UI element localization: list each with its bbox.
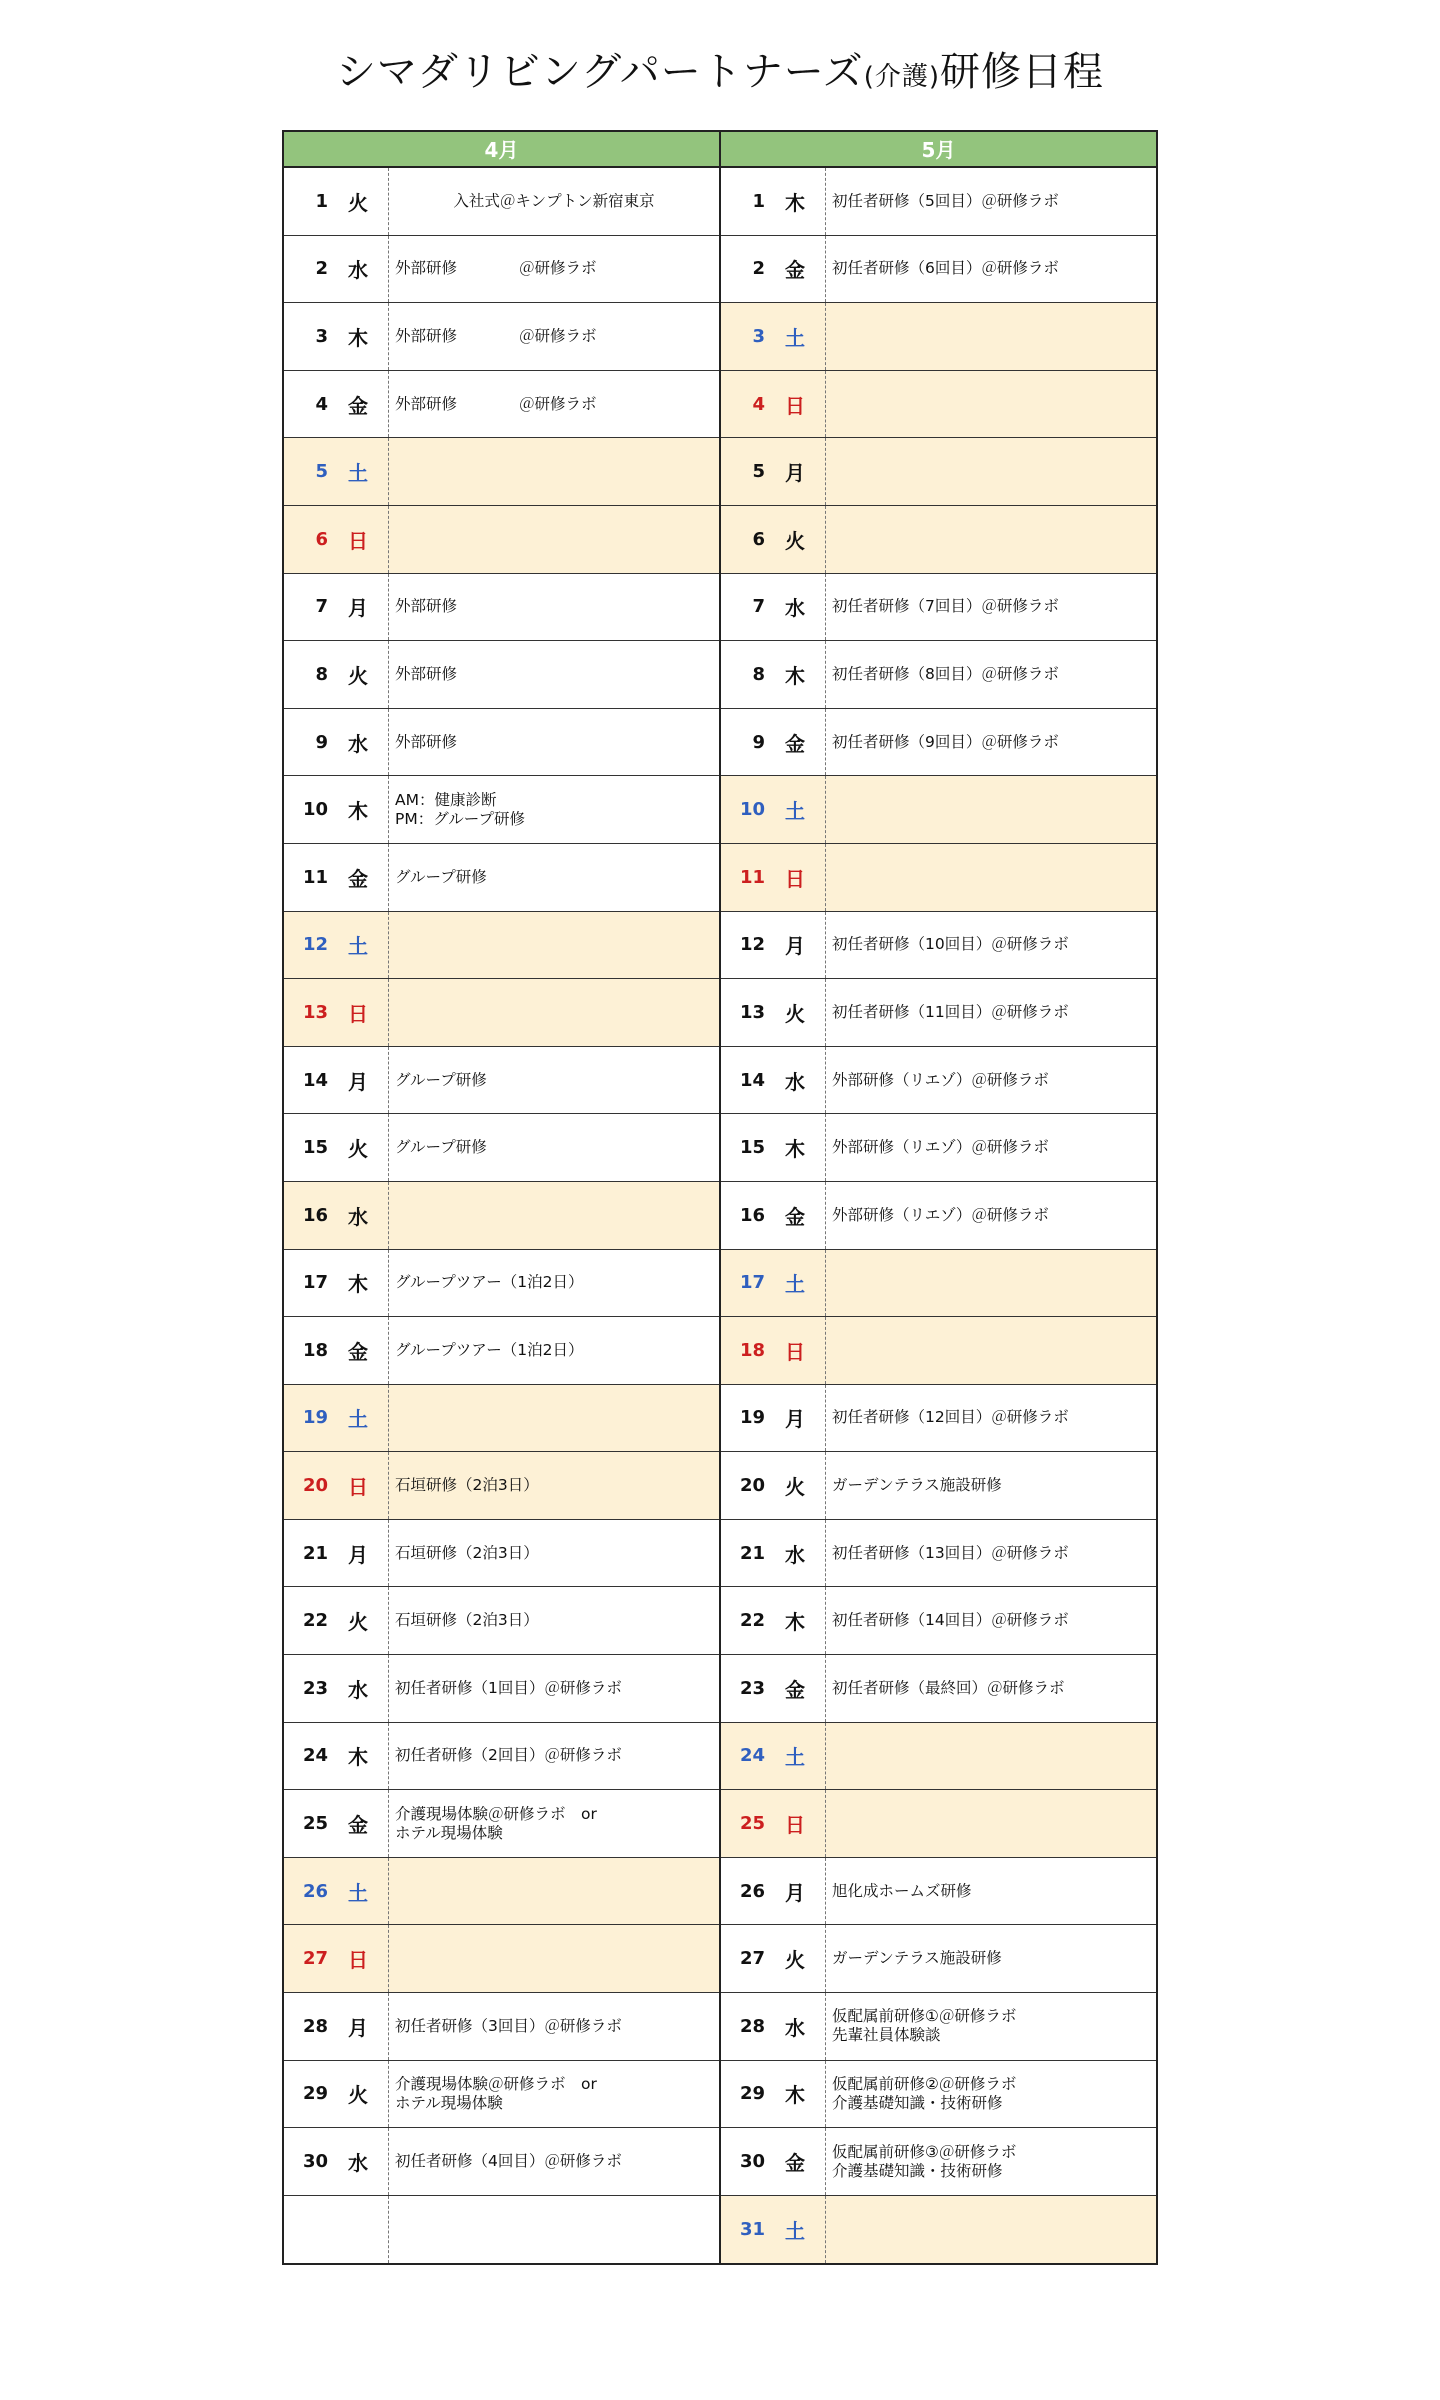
weekday: 日 <box>785 1813 805 1838</box>
schedule-row <box>721 438 1156 506</box>
weekday: 日 <box>785 393 805 418</box>
event-text <box>825 303 1156 370</box>
day-number: 14 <box>302 1069 328 1091</box>
schedule-row <box>721 912 1156 980</box>
april-rows <box>284 168 719 2263</box>
day-number: 24 <box>302 1745 328 1767</box>
schedule-row <box>721 641 1156 709</box>
schedule-row <box>284 438 719 506</box>
day-number: 19 <box>302 1407 328 1429</box>
day-number: 14 <box>739 1069 765 1091</box>
weekday: 木 <box>348 1745 368 1770</box>
weekday: 木 <box>785 1610 805 1635</box>
day-number: 29 <box>739 2083 765 2105</box>
weekday: 月 <box>348 2015 368 2040</box>
event-text: グループ研修 <box>388 1114 719 1181</box>
schedule-row <box>284 506 719 574</box>
schedule-row <box>721 371 1156 439</box>
event-text <box>388 2196 719 2264</box>
event-text: 石垣研修（2泊3日） <box>388 1520 719 1587</box>
weekday: 木 <box>348 325 368 350</box>
day-number: 2 <box>752 258 765 280</box>
day-number: 6 <box>315 528 328 550</box>
schedule-row <box>284 168 719 236</box>
schedule-row <box>721 1790 1156 1858</box>
event-text <box>825 1250 1156 1317</box>
event-text: 外部研修 ＠研修ラボ <box>388 236 719 303</box>
day-number: 16 <box>739 1204 765 1226</box>
event-text: 外部研修 ＠研修ラボ <box>388 303 719 370</box>
schedule-row <box>721 1317 1156 1385</box>
event-text: 石垣研修（2泊3日） <box>388 1452 719 1519</box>
weekday: 土 <box>785 1272 805 1297</box>
weekday: 土 <box>785 2219 805 2244</box>
event-text <box>388 1385 719 1452</box>
event-text: 外部研修（リエゾ）＠研修ラボ <box>825 1114 1156 1181</box>
event-text <box>388 1925 719 1992</box>
day-number: 7 <box>752 596 765 618</box>
weekday: 金 <box>785 2151 805 2176</box>
day-number: 28 <box>739 2015 765 2037</box>
schedule-row <box>284 1452 719 1520</box>
schedule-row <box>721 1182 1156 1250</box>
weekday: 日 <box>348 1001 368 1026</box>
weekday: 土 <box>785 1745 805 1770</box>
weekday: 金 <box>348 393 368 418</box>
schedule-row <box>284 2128 719 2196</box>
schedule-row <box>284 2196 719 2264</box>
weekday: 月 <box>785 934 805 959</box>
day-number: 30 <box>739 2151 765 2173</box>
day-number: 31 <box>739 2219 765 2241</box>
weekday: 水 <box>785 596 805 621</box>
day-number: 16 <box>302 1204 328 1226</box>
event-text <box>825 438 1156 505</box>
event-text: 介護現場体験＠研修ラボ or ホテル現場体験 <box>388 1790 719 1857</box>
schedule-row <box>284 844 719 912</box>
schedule-row <box>721 844 1156 912</box>
day-number: 10 <box>302 799 328 821</box>
day-number: 3 <box>752 325 765 347</box>
weekday: 火 <box>348 1610 368 1635</box>
schedule-row <box>721 2128 1156 2196</box>
event-text: グループツアー（1泊2日） <box>388 1250 719 1317</box>
weekday: 日 <box>785 866 805 891</box>
event-text: 仮配属前研修①＠研修ラボ 先輩社員体験談 <box>825 1993 1156 2060</box>
event-text: 入社式＠キンプトン新宿東京 <box>388 168 719 235</box>
page-title <box>0 40 1440 97</box>
weekday: 水 <box>348 731 368 756</box>
event-text: 初任者研修（4回目）＠研修ラボ <box>388 2128 719 2195</box>
weekday: 金 <box>785 258 805 283</box>
weekday: 火 <box>348 190 368 215</box>
event-text: 仮配属前研修②＠研修ラボ 介護基礎知識・技術研修 <box>825 2061 1156 2128</box>
schedule-row <box>721 236 1156 304</box>
day-number: 22 <box>739 1610 765 1632</box>
event-text: 介護現場体験＠研修ラボ or ホテル現場体験 <box>388 2061 719 2128</box>
event-text <box>825 844 1156 911</box>
may-column <box>719 132 1156 2263</box>
april-header: 4月 <box>284 132 719 168</box>
day-number: 18 <box>302 1339 328 1361</box>
schedule-row <box>284 1250 719 1318</box>
event-text: 仮配属前研修③＠研修ラボ 介護基礎知識・技術研修 <box>825 2128 1156 2195</box>
schedule-row <box>284 1182 719 1250</box>
weekday: 月 <box>348 596 368 621</box>
event-text <box>388 506 719 573</box>
event-text <box>388 1858 719 1925</box>
day-number: 1 <box>315 190 328 212</box>
event-text: 初任者研修（6回目）＠研修ラボ <box>825 236 1156 303</box>
schedule-row <box>721 1993 1156 2061</box>
weekday: 金 <box>785 731 805 756</box>
may-header: 5月 <box>721 132 1156 168</box>
schedule-row <box>721 2061 1156 2129</box>
weekday: 金 <box>785 1677 805 1702</box>
day-number: 6 <box>752 528 765 550</box>
schedule-row <box>721 1047 1156 1115</box>
schedule-row <box>721 1114 1156 1182</box>
event-text <box>825 1790 1156 1857</box>
schedule-row <box>721 1452 1156 1520</box>
day-number: 1 <box>752 190 765 212</box>
weekday: 日 <box>348 528 368 553</box>
weekday: 金 <box>348 866 368 891</box>
schedule-row <box>721 1587 1156 1655</box>
schedule-row <box>284 574 719 642</box>
weekday: 木 <box>785 1137 805 1162</box>
day-number: 11 <box>739 866 765 888</box>
day-number: 2 <box>315 258 328 280</box>
day-number: 12 <box>302 934 328 956</box>
event-text <box>388 912 719 979</box>
day-number: 4 <box>315 393 328 415</box>
schedule-row <box>721 1385 1156 1453</box>
schedule-row <box>284 776 719 844</box>
event-text: 初任者研修（2回目）＠研修ラボ <box>388 1723 719 1790</box>
event-text: 初任者研修（9回目）＠研修ラボ <box>825 709 1156 776</box>
day-number: 9 <box>752 731 765 753</box>
day-number: 26 <box>739 1880 765 1902</box>
weekday: 水 <box>348 1677 368 1702</box>
schedule-row <box>284 1317 719 1385</box>
day-number: 5 <box>752 461 765 483</box>
day-number: 15 <box>739 1137 765 1159</box>
event-text <box>825 506 1156 573</box>
day-number: 13 <box>302 1001 328 1023</box>
event-text: AM：健康診断 PM：グループ研修 <box>388 776 719 843</box>
weekday: 日 <box>348 1475 368 1500</box>
schedule-row <box>284 1587 719 1655</box>
weekday: 木 <box>785 663 805 688</box>
title-sub: (介護) <box>863 62 941 92</box>
event-text <box>825 776 1156 843</box>
day-number: 9 <box>315 731 328 753</box>
schedule-row <box>721 1925 1156 1993</box>
weekday: 月 <box>348 1069 368 1094</box>
day-number: 18 <box>739 1339 765 1361</box>
event-text <box>388 979 719 1046</box>
weekday: 土 <box>348 1407 368 1432</box>
event-text: 外部研修 <box>388 709 719 776</box>
weekday: 水 <box>785 1069 805 1094</box>
event-text <box>388 1182 719 1249</box>
day-number: 20 <box>739 1475 765 1497</box>
schedule-row <box>721 2196 1156 2264</box>
day-number: 13 <box>739 1001 765 1023</box>
schedule-row <box>721 979 1156 1047</box>
title-suffix: 研修日程 <box>940 49 1105 95</box>
day-number: 26 <box>302 1880 328 1902</box>
schedule-row <box>284 1858 719 1926</box>
schedule-row <box>721 1858 1156 1926</box>
schedule-row <box>284 1385 719 1453</box>
weekday: 木 <box>348 1272 368 1297</box>
weekday: 金 <box>348 1339 368 1364</box>
schedule-row <box>284 1790 719 1858</box>
schedule-row <box>721 303 1156 371</box>
title-main: シマダリビングパートナーズ <box>335 49 864 95</box>
event-text: 外部研修 ＠研修ラボ <box>388 371 719 438</box>
event-text: 初任者研修（13回目）＠研修ラボ <box>825 1520 1156 1587</box>
schedule-row <box>721 1723 1156 1791</box>
schedule-row <box>284 912 719 980</box>
weekday: 土 <box>348 1880 368 1905</box>
weekday: 水 <box>785 2015 805 2040</box>
day-number: 4 <box>752 393 765 415</box>
weekday: 土 <box>348 461 368 486</box>
schedule-row <box>284 236 719 304</box>
event-text: 初任者研修（5回目）＠研修ラボ <box>825 168 1156 235</box>
schedule-row <box>284 1114 719 1182</box>
day-number: 24 <box>739 1745 765 1767</box>
day-number: 15 <box>302 1137 328 1159</box>
may-rows <box>721 168 1156 2263</box>
event-text: 初任者研修（最終回）＠研修ラボ <box>825 1655 1156 1722</box>
schedule-row <box>721 709 1156 777</box>
weekday: 木 <box>348 799 368 824</box>
event-text <box>825 1317 1156 1384</box>
day-number: 27 <box>302 1948 328 1970</box>
event-text: 初任者研修（11回目）＠研修ラボ <box>825 979 1156 1046</box>
schedule-row <box>721 776 1156 844</box>
day-number: 25 <box>739 1813 765 1835</box>
schedule-row <box>721 168 1156 236</box>
schedule-row <box>284 371 719 439</box>
event-text: 外部研修 <box>388 641 719 708</box>
schedule-row <box>721 1250 1156 1318</box>
schedule-row <box>284 979 719 1047</box>
schedule-row <box>721 574 1156 642</box>
day-number: 25 <box>302 1813 328 1835</box>
schedule-row <box>284 709 719 777</box>
event-text: 初任者研修（8回目）＠研修ラボ <box>825 641 1156 708</box>
april-column <box>284 132 719 2263</box>
event-text <box>825 2196 1156 2264</box>
event-text: 初任者研修（10回目）＠研修ラボ <box>825 912 1156 979</box>
schedule-row <box>721 506 1156 574</box>
weekday: 月 <box>785 1407 805 1432</box>
day-number: 12 <box>739 934 765 956</box>
event-text: 初任者研修（3回目）＠研修ラボ <box>388 1993 719 2060</box>
event-text: ガーデンテラス施設研修 <box>825 1452 1156 1519</box>
day-number: 8 <box>752 663 765 685</box>
weekday: 月 <box>348 1542 368 1567</box>
day-number: 21 <box>302 1542 328 1564</box>
day-number: 30 <box>302 2151 328 2173</box>
day-number: 11 <box>302 866 328 888</box>
schedule-table <box>282 130 1158 2265</box>
day-number: 17 <box>302 1272 328 1294</box>
event-text: 外部研修（リエゾ）＠研修ラボ <box>825 1182 1156 1249</box>
day-number: 8 <box>315 663 328 685</box>
day-number: 23 <box>302 1677 328 1699</box>
day-number: 5 <box>315 461 328 483</box>
event-text: 初任者研修（1回目）＠研修ラボ <box>388 1655 719 1722</box>
schedule-row <box>284 1655 719 1723</box>
schedule-row <box>284 1047 719 1115</box>
weekday: 木 <box>785 2083 805 2108</box>
weekday: 水 <box>348 258 368 283</box>
weekday: 月 <box>785 461 805 486</box>
weekday: 金 <box>785 1204 805 1229</box>
weekday: 土 <box>785 325 805 350</box>
weekday: 日 <box>348 1948 368 1973</box>
schedule-row <box>721 1655 1156 1723</box>
event-text: 外部研修 <box>388 574 719 641</box>
event-text: グループツアー（1泊2日） <box>388 1317 719 1384</box>
day-number: 27 <box>739 1948 765 1970</box>
weekday: 火 <box>348 1137 368 1162</box>
weekday: 月 <box>785 1880 805 1905</box>
weekday: 日 <box>785 1339 805 1364</box>
schedule-row <box>284 2061 719 2129</box>
schedule-row <box>284 1723 719 1791</box>
event-text: グループ研修 <box>388 1047 719 1114</box>
weekday: 土 <box>348 934 368 959</box>
weekday: 水 <box>348 2151 368 2176</box>
event-text: 初任者研修（12回目）＠研修ラボ <box>825 1385 1156 1452</box>
weekday: 火 <box>785 1001 805 1026</box>
event-text: 初任者研修（7回目）＠研修ラボ <box>825 574 1156 641</box>
schedule-row <box>284 1520 719 1588</box>
event-text: 旭化成ホームズ研修 <box>825 1858 1156 1925</box>
day-number: 28 <box>302 2015 328 2037</box>
weekday: 火 <box>785 1948 805 1973</box>
day-number: 3 <box>315 325 328 347</box>
weekday: 土 <box>785 799 805 824</box>
event-text: 初任者研修（14回目）＠研修ラボ <box>825 1587 1156 1654</box>
event-text: 石垣研修（2泊3日） <box>388 1587 719 1654</box>
day-number: 22 <box>302 1610 328 1632</box>
schedule-row <box>284 1925 719 1993</box>
day-number: 21 <box>739 1542 765 1564</box>
day-number: 17 <box>739 1272 765 1294</box>
weekday: 火 <box>348 2083 368 2108</box>
day-number: 19 <box>739 1407 765 1429</box>
weekday: 水 <box>785 1542 805 1567</box>
weekday: 水 <box>348 1204 368 1229</box>
schedule-row <box>284 303 719 371</box>
event-text <box>388 438 719 505</box>
schedule-row <box>721 1520 1156 1588</box>
event-text <box>825 1723 1156 1790</box>
schedule-row <box>284 1993 719 2061</box>
event-text: 外部研修（リエゾ）＠研修ラボ <box>825 1047 1156 1114</box>
weekday: 火 <box>348 663 368 688</box>
day-number: 29 <box>302 2083 328 2105</box>
event-text: ガーデンテラス施設研修 <box>825 1925 1156 1992</box>
day-number: 7 <box>315 596 328 618</box>
weekday: 火 <box>785 528 805 553</box>
event-text <box>825 371 1156 438</box>
day-number: 23 <box>739 1677 765 1699</box>
schedule-row <box>284 641 719 709</box>
event-text: グループ研修 <box>388 844 719 911</box>
day-number: 20 <box>302 1475 328 1497</box>
weekday: 木 <box>785 190 805 215</box>
weekday: 火 <box>785 1475 805 1500</box>
weekday: 金 <box>348 1813 368 1838</box>
day-number: 10 <box>739 799 765 821</box>
